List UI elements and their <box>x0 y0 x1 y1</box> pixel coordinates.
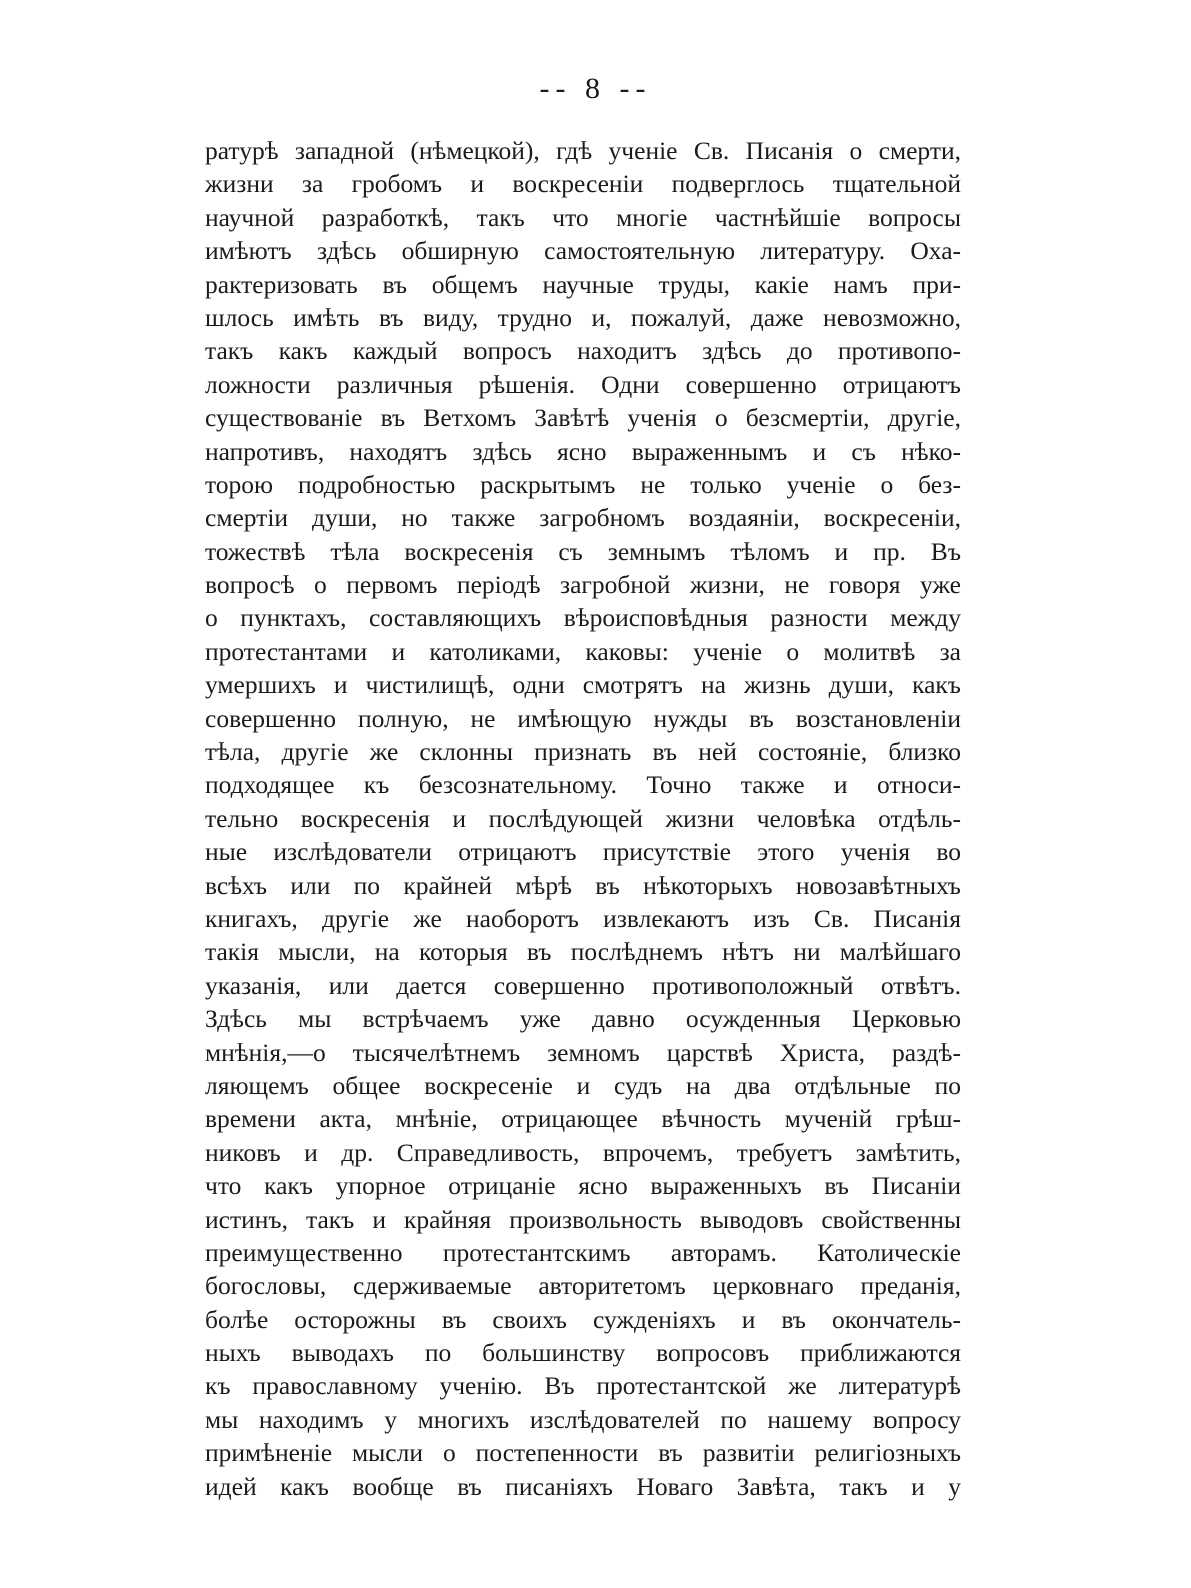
text-line: идей какъ вообще въ писаніяхъ Новаго Завѣта, такъ и у <box>205 1471 961 1501</box>
text-line: научной разработкѣ, такъ что многіе частнѣйшіе вопросы <box>205 202 961 232</box>
text-line: торою подробностью раскрытымъ не только ученіе о без- <box>205 469 961 499</box>
text-line: имѣютъ здѣсь обширную самостоятельную литературу. Оха- <box>205 236 961 266</box>
text-line: жизни за гробомъ и воскресеніи подверглось тщательной <box>205 169 961 199</box>
text-line: истинъ, такъ и крайняя произвольность выводовъ свойственны <box>205 1204 961 1234</box>
text-line: смертіи души, но также загробномъ воздаяніи, воскресеніи, <box>205 503 961 533</box>
text-line: вопросѣ о первомъ періодѣ загробной жизни, не говоря уже <box>205 570 961 600</box>
text-line: тельно воскресенія и послѣдующей жизни человѣка отдѣль- <box>205 803 961 833</box>
text-line: подходящее къ безсознательному. Точно также и относи- <box>205 770 961 800</box>
text-line: напротивъ, находятъ здѣсь ясно выраженнымъ и съ нѣко- <box>205 436 961 466</box>
text-line: никовъ и др. Справедливость, впрочемъ, требуетъ замѣтить, <box>205 1137 961 1167</box>
text-line: ратурѣ западной (нѣмецкой), гдѣ ученіе Св. Писанія о смерти, <box>205 136 961 165</box>
text-line: примѣненіе мысли о постепенности въ развитіи религіозныхъ <box>205 1438 961 1468</box>
text-line: тѣла, другіе же склонны признать въ ней состояніе, близко <box>205 737 961 767</box>
text-line: о пунктахъ, составляющихъ вѣроисповѣдныя разности между <box>205 603 961 633</box>
body-text <box>205 134 961 1503</box>
text-line: протестантами и католиками, каковы: ученіе о молитвѣ за <box>205 636 961 666</box>
text-line: шлось имѣть въ виду, трудно и, пожалуй, даже невозможно, <box>205 302 961 332</box>
text-line: ныхъ выводахъ по большинству вопросовъ приближаются <box>205 1338 961 1368</box>
text-line: умершихъ и чистилищѣ, одни смотрятъ на жизнь души, какъ <box>205 670 961 700</box>
text-line: всѣхъ или по крайней мѣрѣ въ нѣкоторыхъ новозавѣтныхъ <box>205 870 961 900</box>
text-line: ные изслѣдователи отрицаютъ присутствіе этого ученія во <box>205 837 961 867</box>
text-line: такъ какъ каждый вопросъ находитъ здѣсь до противопо- <box>205 336 961 366</box>
text-line: книгахъ, другіе же наоборотъ извлекаютъ изъ Св. Писанія <box>205 903 961 933</box>
text-line: указанія, или дается совершенно противоположный отвѣтъ. <box>205 970 961 1000</box>
text-line: мнѣнія,—о тысячелѣтнемъ земномъ царствѣ Христа, раздѣ- <box>205 1037 961 1067</box>
text-line: ляющемъ общее воскресеніе и судъ на два отдѣльные по <box>205 1070 961 1100</box>
text-line: богословы, сдерживаемые авторитетомъ церковнаго преданія, <box>205 1271 961 1301</box>
page-number-header: -- 8 -- <box>539 72 652 105</box>
text-line: совершенно полную, не имѣющую нужды въ возстановленіи <box>205 703 961 733</box>
text-line: болѣе осторожны въ своихъ сужденіяхъ и въ окончатель- <box>205 1304 961 1334</box>
text-line: существованіе въ Ветхомъ Завѣтѣ ученія о безсмертіи, другіе, <box>205 403 961 433</box>
text-line: рактеризовать въ общемъ научные труды, какіе намъ при- <box>205 269 961 299</box>
text-line: мы находимъ у многихъ изслѣдователей по нашему вопросу <box>205 1404 961 1434</box>
text-line: Здѣсь мы встрѣчаемъ уже давно осужденныя Церковью <box>205 1004 961 1034</box>
text-line: къ православному ученію. Въ протестантской же литературѣ <box>205 1371 961 1401</box>
text-line: такія мысли, на которыя въ послѣднемъ нѣтъ ни малѣйшаго <box>205 937 961 967</box>
text-line: ложности различныя рѣшенія. Одни совершенно отрицаютъ <box>205 369 961 399</box>
text-line: тожествѣ тѣла воскресенія съ земнымъ тѣломъ и пр. Въ <box>205 536 961 566</box>
text-line: преимущественно протестантскимъ авторамъ. Католическіе <box>205 1237 961 1267</box>
text-line: времени акта, мнѣніе, отрицающее вѣчность мученій грѣш- <box>205 1104 961 1134</box>
text-line: что какъ упорное отрицаніе ясно выраженныхъ въ Писаніи <box>205 1171 961 1201</box>
